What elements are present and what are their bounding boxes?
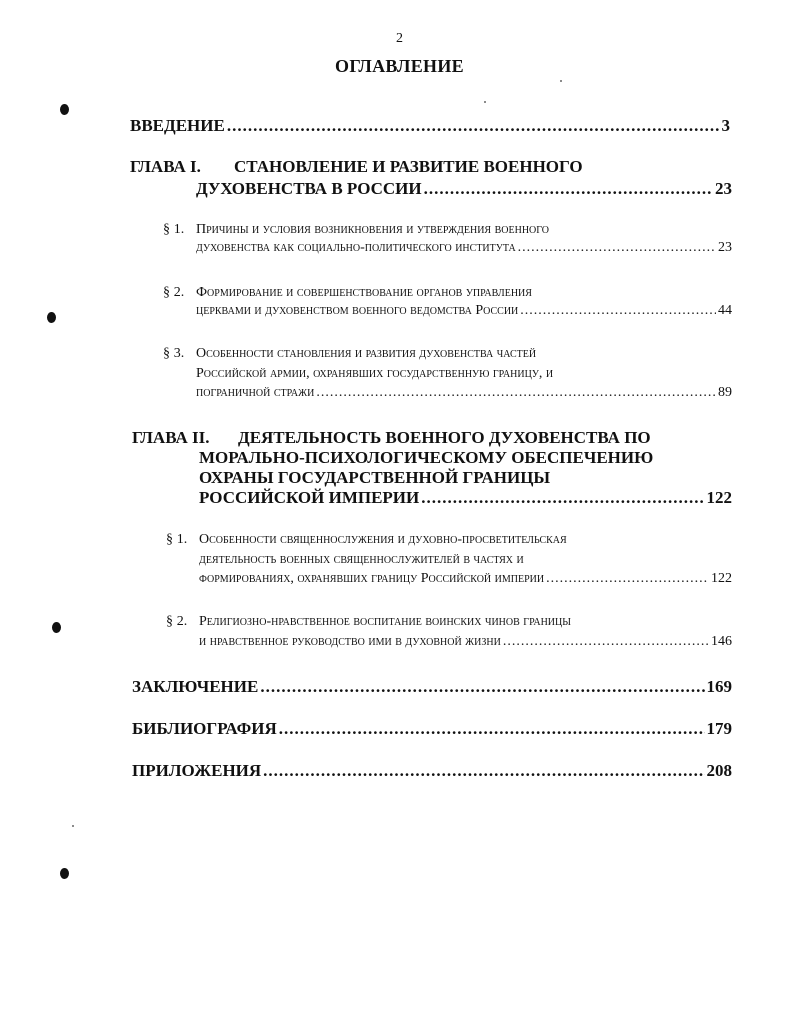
page-number: 2 <box>396 31 403 46</box>
section-title: Причины и условия возникновения и утверждения военного <box>196 222 550 237</box>
section-number: § 2. <box>166 614 188 629</box>
chapter-2-title-cont: РОССИЙСКОЙ ИМПЕРИИ <box>199 488 420 507</box>
toc-entry-appendices[interactable] <box>132 761 732 781</box>
scan-speck <box>72 825 74 827</box>
toc-entry-bibliography[interactable] <box>132 719 732 739</box>
toc-page-number: 44 <box>718 303 732 318</box>
toc-entry-ch2-s1[interactable] <box>199 571 732 587</box>
chapter-2-title: ДЕЯТЕЛЬНОСТЬ ВОЕННОГО ДУХОВЕНСТВА ПО <box>238 428 651 447</box>
section-number: § 3. <box>163 346 185 361</box>
dot-leader <box>316 385 716 401</box>
page-title: ОГЛАВЛЕНИЕ <box>335 56 464 76</box>
section-title-cont: церквами и духовенством военного ведомства России <box>196 303 519 318</box>
toc-entry-label: ЗАКЛЮЧЕНИЕ <box>132 677 259 696</box>
dot-leader <box>546 571 709 587</box>
section-title-cont: духовенства как социально-политического института <box>196 240 516 255</box>
section-title: Особенности священнослужения и духовно-просветительская <box>199 532 567 547</box>
chapter-2-title-cont: МОРАЛЬНО-ПСИХОЛОГИЧЕСКОМУ ОБЕСПЕЧЕНИЮ <box>199 448 654 467</box>
dot-leader <box>227 116 720 136</box>
toc-entry-label: ПРИЛОЖЕНИЯ <box>132 761 262 780</box>
punch-hole-mark <box>60 868 69 879</box>
toc-page-number: 146 <box>711 634 732 649</box>
section-number: § 1. <box>166 532 188 547</box>
scan-speck <box>484 101 486 103</box>
toc-page-number: 23 <box>718 240 732 255</box>
section-title: Формирование и совершенствование органов управления <box>196 285 532 300</box>
toc-page-number: 3 <box>721 116 730 135</box>
dot-leader <box>263 761 704 781</box>
chapter-2-title-cont: ОХРАНЫ ГОСУДАРСТВЕННОЙ ГРАНИЦЫ <box>199 468 551 487</box>
section-title: Особенности становления и развития духовенства частей <box>196 346 537 361</box>
punch-hole-mark <box>47 312 56 323</box>
toc-page-number: 179 <box>706 719 732 738</box>
dot-leader <box>424 179 713 199</box>
punch-hole-mark <box>60 104 69 115</box>
dot-leader <box>279 719 705 739</box>
toc-entry-chapter-1[interactable] <box>196 179 732 199</box>
toc-entry-label: БИБЛИОГРАФИЯ <box>132 719 277 738</box>
chapter-1-title: СТАНОВЛЕНИЕ И РАЗВИТИЕ ВОЕННОГО <box>234 157 583 176</box>
toc-entry-ch1-s1[interactable] <box>196 240 732 256</box>
section-title-cont: Российской армии, охранявших государственную границу, и <box>196 366 554 381</box>
toc-entry-ch1-s2[interactable] <box>196 303 732 319</box>
chapter-1-number: ГЛАВА I. <box>130 157 201 176</box>
toc-page-number: 23 <box>715 179 732 198</box>
toc-page-number: 89 <box>718 385 732 400</box>
chapter-1-title-cont: ДУХОВЕНСТВА В РОССИИ <box>196 179 422 198</box>
section-number: § 1. <box>163 222 185 237</box>
toc-page-number: 122 <box>706 488 732 507</box>
dot-leader <box>520 303 716 319</box>
section-title-cont: пограничной стражи <box>196 385 315 400</box>
toc-page-number: 169 <box>706 677 732 696</box>
section-title-cont: и нравственное руководство ими в духовной жизни <box>199 634 501 649</box>
dot-leader <box>503 634 709 650</box>
toc-page-number: 122 <box>711 571 732 586</box>
dot-leader <box>260 677 704 697</box>
toc-entry-intro[interactable] <box>130 116 730 136</box>
dot-leader <box>518 240 716 256</box>
toc-entry-ch1-s3[interactable] <box>196 385 732 401</box>
toc-entry-chapter-2[interactable] <box>199 488 732 508</box>
chapter-2-number: ГЛАВА II. <box>132 428 210 447</box>
section-title-cont: деятельность военных священнослужителей в частях и <box>199 552 524 567</box>
toc-page-number: 208 <box>706 761 732 780</box>
section-title: Религиозно-нравственное воспитание воинских чинов границы <box>199 614 571 629</box>
toc-entry-ch2-s2[interactable] <box>199 634 732 650</box>
dot-leader <box>421 488 704 508</box>
scan-speck <box>560 80 562 82</box>
punch-hole-mark <box>52 622 61 633</box>
section-number: § 2. <box>163 285 185 300</box>
section-title-cont: формированиях, охранявших границу Российской империи <box>199 571 545 586</box>
toc-entry-conclusion[interactable] <box>132 677 732 697</box>
toc-entry-label: ВВЕДЕНИЕ <box>130 116 225 135</box>
